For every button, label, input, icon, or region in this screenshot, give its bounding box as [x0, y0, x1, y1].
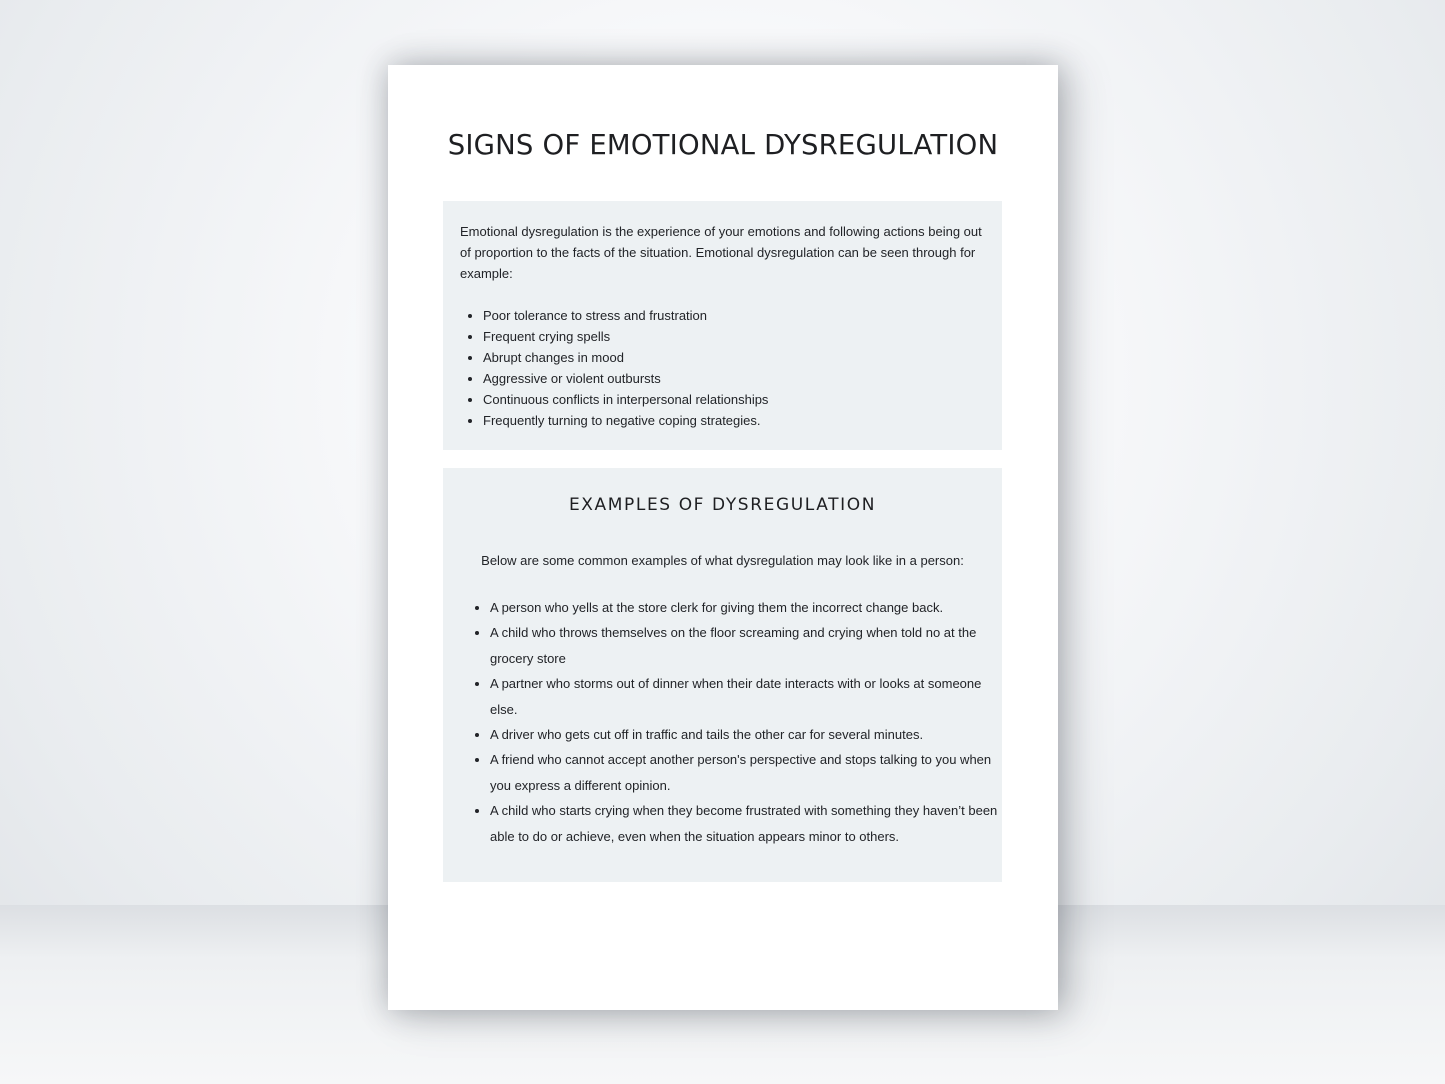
list-item: • Frequently turning to negative coping strategies.	[483, 410, 768, 431]
page-title: SIGNS OF EMOTIONAL DYSREGULATION	[447, 129, 999, 161]
list-item: • A child who starts crying when they become frustrated with something they haven’t been able to do or achieve, even when the situation appears minor to others.	[490, 798, 1002, 849]
list-item: • A driver who gets cut off in traffic and tails the other car for several minutes.	[490, 722, 1002, 747]
list-item: • Continuous conflicts in interpersonal relationships	[483, 389, 768, 410]
list-item: • A person who yells at the store clerk for giving them the incorrect change back.	[490, 595, 1002, 620]
list-item: • Aggressive or violent outbursts	[483, 368, 768, 389]
examples-list	[467, 595, 1002, 849]
signs-intro: Emotional dysregulation is the experience of your emotions and following actions being out of proportion to the facts of the situation. Emotional dysregulation can be seen through for example:	[460, 224, 982, 281]
document-page	[388, 65, 1058, 1010]
list-item: • A partner who storms out of dinner when their date interacts with or looks at someone else.	[490, 671, 1002, 722]
list-item: • Abrupt changes in mood	[483, 347, 768, 368]
section-heading: EXAMPLES OF DYSREGULATION	[568, 495, 877, 515]
list-item: • Frequent crying spells	[483, 326, 768, 347]
signs-list	[460, 305, 768, 431]
examples-lead: Below are some common examples of what dysregulation may look like in a person:	[481, 553, 964, 568]
list-item: • Poor tolerance to stress and frustration	[483, 305, 768, 326]
list-item: • A child who throws themselves on the floor screaming and crying when told no at the grocery store	[490, 620, 1002, 671]
signs-panel	[443, 201, 1002, 450]
examples-panel	[443, 468, 1002, 882]
list-item: • A friend who cannot accept another person's perspective and stops talking to you when you express a different opinion.	[490, 747, 1002, 798]
